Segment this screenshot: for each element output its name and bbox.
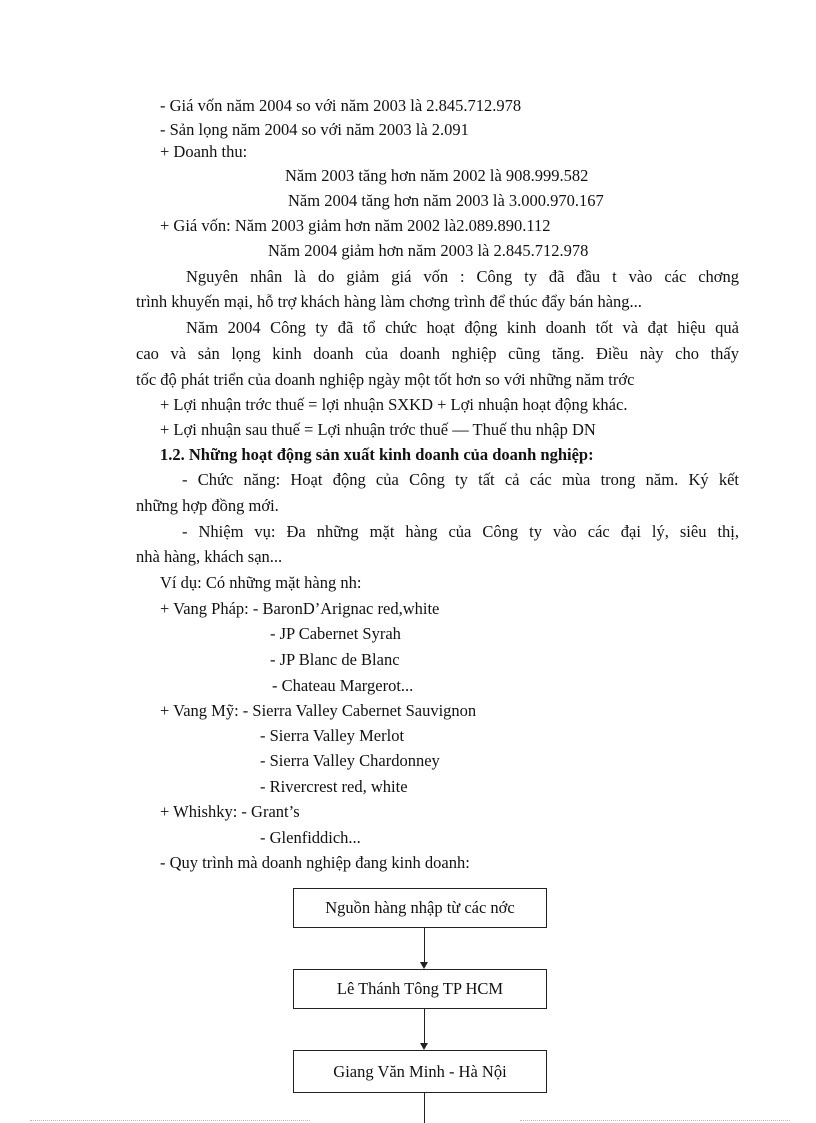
function-paragraph-line-1: - Chức năng: Hoạt động của Công ty tất cả các mùa trong năm. Ký kết [182, 470, 739, 489]
performance-paragraph-line-3: tốc độ phát triển của doanh nghiệp ngày một tốt hơn so với những năm trớc [136, 370, 635, 389]
us-wine-item-3: - Sierra Valley Chardonney [260, 751, 440, 770]
french-wine-item-3: - JP Blanc de Blanc [270, 650, 400, 669]
us-wine-item-2: - Sierra Valley Merlot [260, 726, 405, 745]
reason-paragraph-line-1: Nguyên nhân là do giảm giá vốn : Công ty đã đầu t vào các chơng [186, 267, 739, 286]
flow-arrow-2 [420, 1043, 428, 1050]
revenue-2003-line: Năm 2003 tăng hơn năm 2002 là 908.999.582 [285, 166, 589, 185]
cost-comparison-line: - Giá vốn năm 2004 so với năm 2003 là 2.845.712.978 [160, 96, 522, 115]
flow-box-hcm-label: Lê Thánh Tông TP HCM [336, 979, 504, 998]
pre-tax-profit-formula: + Lợi nhuận trớc thuế = lợi nhuận SXKD + Lợi nhuận hoạt động khác. [160, 395, 628, 414]
whisky-item-1: + Whishky: - Grant’s [160, 802, 300, 821]
flow-arrow-1 [420, 962, 428, 969]
page-bottom-divider-right [520, 1120, 790, 1121]
reason-paragraph-line-2: trình khuyến mại, hỗ trợ khách hàng làm chơng trình để thúc đẩy bán hàng... [136, 292, 642, 311]
us-wine-item-4: - Rivercrest red, white [260, 777, 408, 796]
flow-box-hcm [293, 969, 547, 1009]
flow-box-hanoi [293, 1050, 547, 1093]
volume-comparison-line: - Sản lọng năm 2004 so với năm 2003 là 2.091 [160, 120, 469, 139]
after-tax-profit-formula: + Lợi nhuận sau thuế = Lợi nhuận trớc thuế — Thuế thu nhập DN [160, 420, 596, 439]
cost-2004-line: Năm 2004 giảm hơn năm 2003 là 2.845.712.978 [268, 241, 589, 260]
page-bottom-divider-left [30, 1120, 310, 1121]
flow-connector-2 [424, 1009, 425, 1045]
revenue-label: + Doanh thu: [160, 142, 248, 161]
us-wine-item-1: + Vang Mỹ: - Sierra Valley Cabernet Sauvignon [160, 701, 477, 720]
mission-paragraph-line-2: nhà hàng, khách sạn... [136, 547, 283, 566]
process-intro: - Quy trình mà doanh nghiệp đang kinh doanh: [160, 853, 470, 872]
flow-box-import-source-label: Nguồn hàng nhập từ các nớc [325, 898, 515, 917]
french-wine-item-2: - JP Cabernet Syrah [270, 624, 401, 643]
function-paragraph-line-2: những hợp đồng mới. [136, 496, 279, 515]
section-heading: 1.2. Những hoạt động sản xuất kinh doanh của doanh nghiệp: [160, 445, 594, 464]
revenue-2004-line: Năm 2004 tăng hơn năm 2003 là 3.000.970.167 [288, 191, 604, 210]
flow-connector-3 [424, 1093, 425, 1123]
mission-paragraph-line-1: - Nhiệm vụ: Đa những mặt hàng của Công ty vào các đại lý, siêu thị, [182, 522, 739, 541]
flow-box-import-source [293, 888, 547, 928]
french-wine-item-4: - Chateau Margerot... [272, 676, 414, 695]
whisky-item-2: - Glenfiddich... [260, 828, 361, 847]
flow-box-hanoi-label: Giang Văn Minh - Hà Nội [333, 1061, 507, 1081]
example-label: Ví dụ: Có những mặt hàng nh: [160, 573, 362, 592]
french-wine-item-1: + Vang Pháp: - BaronD’Arignac red,white [160, 599, 440, 618]
cost-2003-line: + Giá vốn: Năm 2003 giảm hơn năm 2002 là2.089.890.112 [160, 216, 551, 235]
flow-connector-1 [424, 928, 425, 964]
performance-paragraph-line-2: cao và sản lọng kinh doanh của doanh nghiệp cũng tăng. Điều này cho thấy [136, 344, 739, 363]
performance-paragraph-line-1: Năm 2004 Công ty đã tổ chức hoạt động kinh doanh tốt và đạt hiệu quả [186, 318, 739, 337]
